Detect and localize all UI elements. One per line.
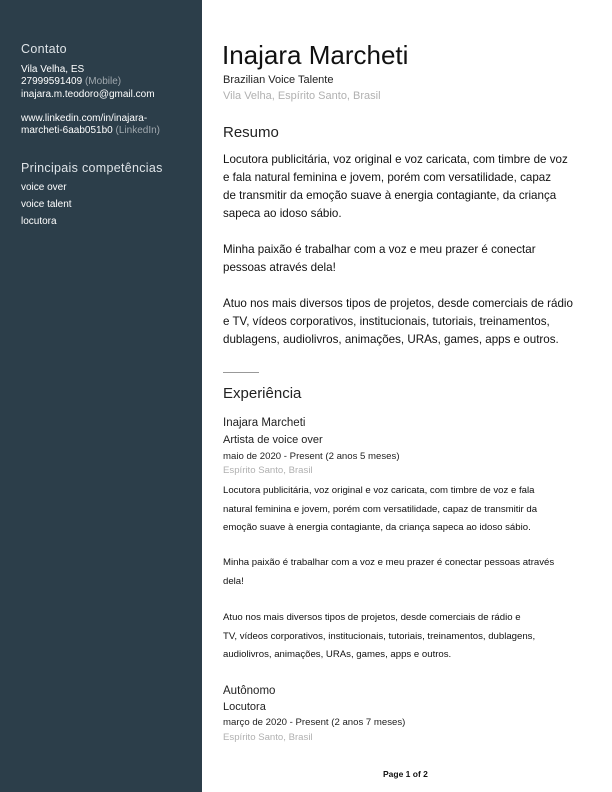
skills-heading: Principais competências (21, 161, 163, 175)
page-number: Page 1 of 2 (383, 769, 428, 779)
contact-email[interactable]: inajara.m.teodoro@gmail.com (21, 89, 155, 100)
text-line: pessoas através dela! (223, 261, 336, 274)
sidebar (0, 0, 202, 792)
text-line: sapeca ao idoso sábio. (223, 207, 342, 220)
linkedin-url-part2[interactable]: marcheti-6aab051b0 (21, 125, 113, 136)
summary-paragraph (223, 241, 536, 277)
text-line: emoção suave à energia contagiante, da criança sapeca ao idoso sábio. (223, 522, 531, 533)
summary-paragraph (223, 295, 573, 349)
phone-number: 27999591409 (21, 76, 83, 87)
contact-phone (21, 76, 121, 87)
text-line: dela! (223, 575, 244, 587)
summary-heading: Resumo (223, 124, 279, 141)
text-line: e fala natural feminina e jovem, porém com versatilidade, capaz (223, 171, 552, 184)
text-line: Minha paixão é trabalhar com a voz e meu prazer é conectar (223, 243, 536, 256)
skill-item: locutora (21, 216, 57, 227)
job-description (223, 482, 537, 538)
linkedin-url-part1[interactable]: www.linkedin.com/in/inajara- (21, 113, 148, 124)
text-line: Locutora publicitária, voz original e voz caricata, com timbre de voz (223, 153, 568, 166)
contact-heading: Contato (21, 42, 67, 56)
section-divider (223, 372, 259, 373)
job-dates: março de 2020 - Present (2 anos 7 meses) (223, 717, 406, 728)
job-location: Espírito Santo, Brasil (223, 465, 313, 476)
linkedin-link[interactable] (21, 113, 160, 138)
job-location: Espírito Santo, Brasil (223, 732, 313, 743)
profile-headline: Brazilian Voice Talente (223, 74, 334, 86)
experience-heading: Experiência (223, 385, 302, 402)
skill-item: voice over (21, 182, 67, 193)
phone-type: (Mobile) (84, 76, 122, 87)
skill-item: voice talent (21, 199, 72, 210)
text-line: natural feminina e jovem, porém com versatilidade, capaz de transmitir da (223, 503, 538, 515)
text-line: Atuo nos mais diversos tipos de projetos, desde comerciais de rádio (223, 297, 573, 310)
text-line: Locutora publicitária, voz original e voz caricata, com timbre de voz e fala (223, 485, 535, 496)
job-dates: maio de 2020 - Present (2 anos 5 meses) (223, 451, 400, 462)
text-line: audiolivros, animações, URAs, games, apps e outros. (223, 649, 452, 660)
job-description (223, 609, 535, 665)
summary-paragraph (223, 151, 568, 223)
text-line: Minha paixão é trabalhar com a voz e meu prazer é conectar pessoas através (223, 557, 555, 568)
job-company: Autônomo (223, 685, 276, 697)
text-line: Atuo nos mais diversos tipos de projetos, desde comerciais de rádio e (223, 612, 521, 623)
text-line: dublagens, audiolivros, animações, URAs, games, apps e outros. (223, 333, 559, 346)
job-title: Artista de voice over (223, 434, 323, 446)
job-description (223, 554, 554, 591)
text-line: e TV, vídeos corporativos, institucionais, tutoriais, treinamentos, (223, 315, 550, 328)
contact-location: Vila Velha, ES (21, 64, 85, 75)
linkedin-label: (LinkedIn) (115, 125, 160, 136)
job-title: Locutora (223, 701, 266, 713)
job-company: Inajara Marcheti (223, 417, 306, 429)
text-line: TV, vídeos corporativos, institucionais, tutoriais, treinamentos, dublagens, (223, 630, 536, 642)
text-line: de transmitir da emoção suave à energia contagiante, da criança (223, 189, 557, 202)
profile-location: Vila Velha, Espírito Santo, Brasil (223, 90, 381, 102)
profile-name: Inajara Marcheti (222, 40, 409, 70)
